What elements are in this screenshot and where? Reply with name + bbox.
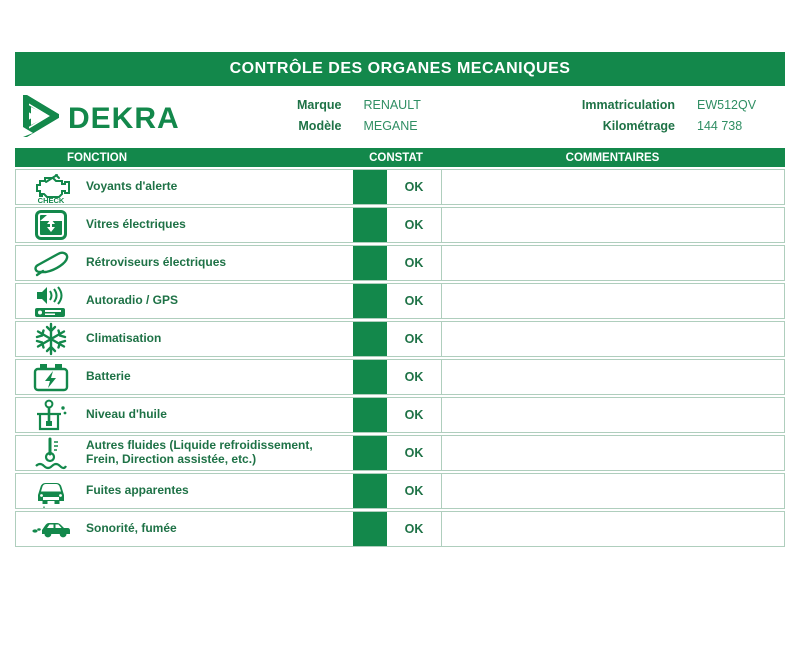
modele-value: MEGANE [363,119,418,133]
constat-fill-cell [353,398,387,432]
constat-value: OK [404,218,424,232]
row-label: Climatisation [86,331,162,346]
constat-fill-cell [353,170,387,204]
commentaire-cell [441,322,784,356]
fluids-icon [16,436,86,470]
row-label: Vitres électriques [86,217,186,232]
kilometrage-label: Kilométrage [602,119,675,133]
marque-label: Marque [297,98,342,112]
oil-dipstick-icon [16,398,86,432]
vehicle-registration [582,98,767,133]
row-label: Batterie [86,369,131,384]
constat-value: OK [404,484,424,498]
constat-value: OK [404,522,424,536]
table-row [15,435,785,471]
commentaire-cell [441,436,784,470]
commentaire-cell [441,360,784,394]
car-smoke-icon [16,512,86,546]
table-row [15,321,785,357]
snowflake-icon [16,322,86,356]
dekra-arrow-icon [23,95,59,142]
table-row [15,169,785,205]
dekra-logo-text: DEKRA [68,101,180,135]
table-row [15,359,785,395]
report-title: CONTRÔLE DES ORGANES MECANIQUES [229,60,571,77]
commentaire-cell [441,512,784,546]
constat-fill-cell [353,474,387,508]
row-label: Autoradio / GPS [86,293,179,308]
constat-header: CONSTAT [369,151,423,164]
row-label: Sonorité, fumée [86,521,177,536]
constat-value: OK [404,180,424,194]
side-mirror-icon [16,246,86,280]
constat-fill-cell [353,360,387,394]
constat-value: OK [404,370,424,384]
audio-gps-icon [16,284,86,318]
constat-fill-cell [353,208,387,242]
commentaire-cell [441,474,784,508]
inspection-report [0,52,800,652]
table-row [15,511,785,547]
marque-value: RENAULT [363,98,421,112]
constat-value: OK [404,408,424,422]
row-label: Niveau d'huile [86,407,167,422]
table-row [15,473,785,509]
vehicle-identity [297,98,433,133]
fonction-header: FONCTION [67,151,128,164]
check-engine-icon [16,170,86,204]
commentaire-cell [441,246,784,280]
table-row [15,397,785,433]
modele-label: Modèle [298,119,342,133]
function-rows [15,169,785,547]
svg-text:CHECK: CHECK [37,196,65,204]
immatriculation-value: EW512QV [697,98,757,112]
constat-value: OK [404,446,424,460]
constat-value: OK [404,294,424,308]
constat-fill-cell [353,246,387,280]
battery-icon [16,360,86,394]
commentaire-cell [441,398,784,432]
commentaires-header: COMMENTAIRES [565,151,660,164]
commentaire-cell [441,208,784,242]
constat-fill-cell [353,512,387,546]
dekra-logo [23,95,180,142]
vehicle-info-section [15,86,785,148]
row-label: Autres fluides (Liquide refroidissement, Frein, Direction assistée, etc.) [86,438,313,466]
row-label: Fuites apparentes [86,483,189,498]
constat-fill-cell [353,322,387,356]
constat-value: OK [404,332,424,346]
constat-fill-cell [353,284,387,318]
row-label: Voyants d'alerte [86,179,178,194]
constat-value: OK [404,256,424,270]
table-row [15,245,785,281]
commentaire-cell [441,170,784,204]
table-row [15,207,785,243]
row-label: Rétroviseurs électriques [86,255,227,270]
car-leak-icon [16,474,86,508]
constat-fill-cell [353,436,387,470]
kilometrage-value: 144 738 [697,119,743,133]
report-title-bar [15,52,785,86]
window-switch-icon [16,208,86,242]
table-header [15,148,785,167]
commentaire-cell [441,284,784,318]
table-row [15,283,785,319]
immatriculation-label: Immatriculation [581,98,675,112]
